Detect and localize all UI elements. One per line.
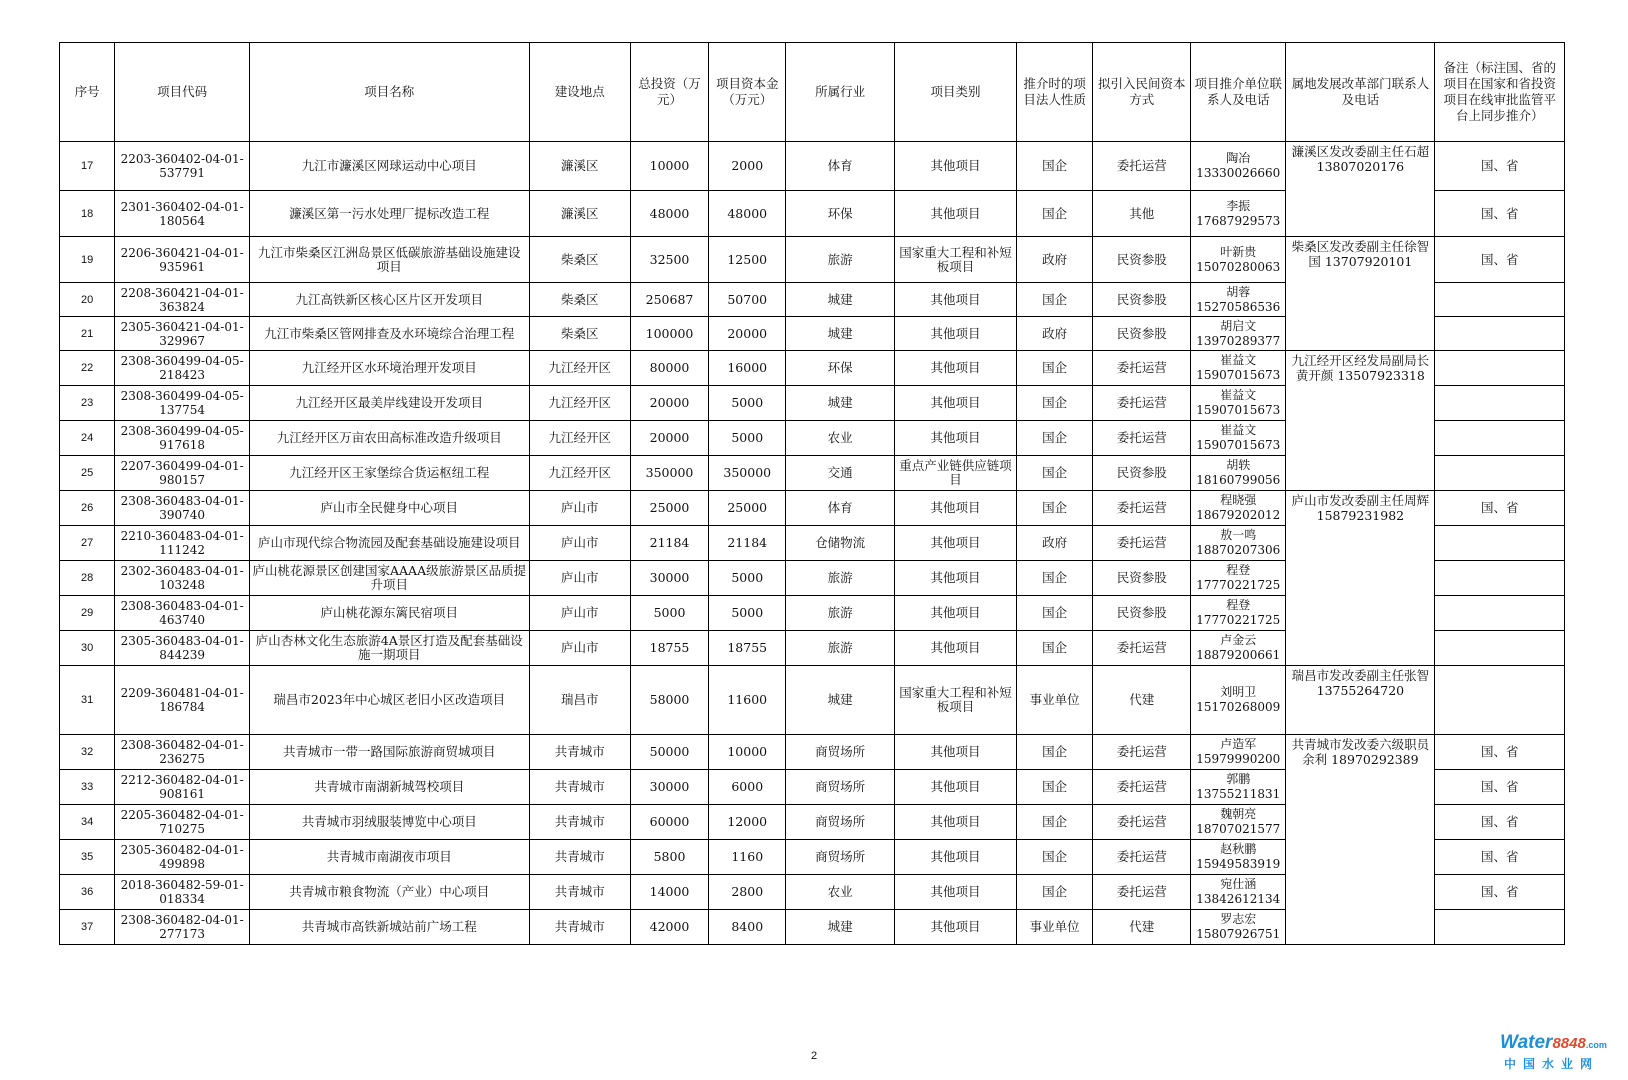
cell-project-code: 2207-360499-04-01-980157	[115, 456, 250, 491]
cell-project-code: 2205-360482-04-01-710275	[115, 805, 250, 840]
cell-project-code: 2302-360483-04-01-103248	[115, 561, 250, 596]
cell-location: 柴桑区	[529, 317, 630, 351]
cell-capital: 21184	[709, 526, 786, 561]
cell-total-investment: 14000	[630, 875, 708, 910]
cell-capital: 5000	[709, 561, 786, 596]
cell-capital-mode: 代建	[1093, 666, 1191, 735]
cell-capital: 5000	[709, 596, 786, 631]
cell-location: 柴桑区	[529, 283, 630, 317]
cell-project-code: 2018-360482-59-01-018334	[115, 875, 250, 910]
cell-capital-mode: 委托运营	[1093, 351, 1191, 386]
cell-location: 共青城市	[529, 805, 630, 840]
cell-remark	[1435, 910, 1565, 945]
cell-project-name: 九江市濂溪区网球运动中心项目	[249, 142, 529, 191]
cell-capital-mode: 民资参股	[1093, 283, 1191, 317]
cell-category: 其他项目	[894, 805, 1016, 840]
cell-capital-mode: 民资参股	[1093, 561, 1191, 596]
cell-capital: 2800	[709, 875, 786, 910]
cell-legal-nature: 政府	[1017, 237, 1093, 283]
header-cell: 建设地点	[529, 43, 630, 142]
table-row	[60, 735, 1565, 770]
cell-capital-mode: 其他	[1093, 191, 1191, 237]
cell-project-code: 2308-360499-04-05-218423	[115, 351, 250, 386]
cell-location: 庐山市	[529, 526, 630, 561]
cell-category: 其他项目	[894, 770, 1016, 805]
cell-location: 共青城市	[529, 910, 630, 945]
cell-legal-nature: 国企	[1017, 456, 1093, 491]
cell-capital-mode: 委托运营	[1093, 840, 1191, 875]
watermark-brand	[1500, 1032, 1620, 1056]
cell-location: 九江经开区	[529, 351, 630, 386]
cell-capital-mode: 委托运营	[1093, 491, 1191, 526]
cell-remark	[1435, 386, 1565, 421]
cell-capital: 10000	[709, 735, 786, 770]
cell-legal-nature: 国企	[1017, 770, 1093, 805]
table-row	[60, 491, 1565, 526]
cell-remark	[1435, 351, 1565, 386]
cell-industry: 交通	[786, 456, 895, 491]
cell-industry: 体育	[786, 491, 895, 526]
cell-project-name: 九江高铁新区核心区片区开发项目	[249, 283, 529, 317]
cell-legal-nature: 政府	[1017, 317, 1093, 351]
cell-total-investment: 25000	[630, 491, 708, 526]
cell-total-investment: 21184	[630, 526, 708, 561]
cell-total-investment: 18755	[630, 631, 708, 666]
cell-industry: 体育	[786, 142, 895, 191]
cell-capital: 5000	[709, 386, 786, 421]
cell-industry: 商贸场所	[786, 735, 895, 770]
cell-category: 其他项目	[894, 735, 1016, 770]
header-cell: 项目资本金（万元）	[709, 43, 786, 142]
cell-project-name: 共青城市羽绒服装博览中心项目	[249, 805, 529, 840]
cell-contact: 赵秋鹏 15949583919	[1191, 840, 1286, 875]
cell-industry: 环保	[786, 351, 895, 386]
cell-project-name: 九江经开区王家堡综合货运枢纽工程	[249, 456, 529, 491]
cell-contact: 崔益文 15907015673	[1191, 421, 1286, 456]
cell-industry: 环保	[786, 191, 895, 237]
cell-remark: 国、省	[1435, 735, 1565, 770]
watermark-cn: 中国水业网	[1504, 1057, 1600, 1071]
watermark-word: Water	[1500, 1032, 1553, 1053]
header-cell: 项目类别	[894, 43, 1016, 142]
cell-contact: 程晓强 18679202012	[1191, 491, 1286, 526]
cell-seq: 33	[60, 770, 115, 805]
cell-project-code: 2206-360421-04-01-935961	[115, 237, 250, 283]
cell-project-name: 濂溪区第一污水处理厂提标改造工程	[249, 191, 529, 237]
cell-remark: 国、省	[1435, 770, 1565, 805]
cell-project-code: 2308-360482-04-01-236275	[115, 735, 250, 770]
header-cell: 属地发展改革部门联系人及电话	[1286, 43, 1435, 142]
cell-legal-nature: 事业单位	[1017, 910, 1093, 945]
cell-remark	[1435, 456, 1565, 491]
cell-seq: 26	[60, 491, 115, 526]
cell-remark: 国、省	[1435, 875, 1565, 910]
cell-contact: 卢造军 15979990200	[1191, 735, 1286, 770]
cell-contact: 胡蓉 15270586536	[1191, 283, 1286, 317]
header-cell: 项目代码	[115, 43, 250, 142]
cell-contact: 崔益文 15907015673	[1191, 386, 1286, 421]
cell-capital-mode: 委托运营	[1093, 631, 1191, 666]
cell-category: 其他项目	[894, 317, 1016, 351]
cell-project-name: 共青城市一带一路国际旅游商贸城项目	[249, 735, 529, 770]
cell-legal-nature: 国企	[1017, 191, 1093, 237]
cell-category: 其他项目	[894, 283, 1016, 317]
cell-legal-nature: 政府	[1017, 526, 1093, 561]
cell-remark	[1435, 421, 1565, 456]
cell-category: 国家重大工程和补短板项目	[894, 666, 1016, 735]
cell-location: 共青城市	[529, 840, 630, 875]
cell-capital-mode: 民资参股	[1093, 317, 1191, 351]
cell-seq: 24	[60, 421, 115, 456]
cell-contact: 敖一鸣 18870207306	[1191, 526, 1286, 561]
watermark-logo	[1500, 1032, 1620, 1076]
cell-department-contact: 柴桑区发改委副主任徐智国 13707920101	[1286, 237, 1435, 351]
cell-seq: 22	[60, 351, 115, 386]
cell-legal-nature: 国企	[1017, 561, 1093, 596]
cell-category: 其他项目	[894, 491, 1016, 526]
cell-industry: 城建	[786, 666, 895, 735]
cell-category: 其他项目	[894, 191, 1016, 237]
header-cell: 项目名称	[249, 43, 529, 142]
cell-location: 共青城市	[529, 875, 630, 910]
header-cell: 所属行业	[786, 43, 895, 142]
cell-legal-nature: 国企	[1017, 875, 1093, 910]
cell-capital-mode: 委托运营	[1093, 386, 1191, 421]
cell-total-investment: 58000	[630, 666, 708, 735]
cell-legal-nature: 国企	[1017, 735, 1093, 770]
cell-industry: 城建	[786, 317, 895, 351]
cell-department-contact: 共青城市发改委六级职员余利 18970292389	[1286, 735, 1435, 945]
cell-project-name: 庐山市现代综合物流园及配套基础设施建设项目	[249, 526, 529, 561]
cell-legal-nature: 国企	[1017, 596, 1093, 631]
cell-seq: 19	[60, 237, 115, 283]
cell-category: 其他项目	[894, 840, 1016, 875]
cell-contact: 叶新贵 15070280063	[1191, 237, 1286, 283]
cell-capital-mode: 委托运营	[1093, 526, 1191, 561]
cell-project-name: 庐山市全民健身中心项目	[249, 491, 529, 526]
cell-project-name: 共青城市南湖新城驾校项目	[249, 770, 529, 805]
cell-department-contact: 九江经开区经发局副局长黄开颜 13507923318	[1286, 351, 1435, 491]
cell-seq: 30	[60, 631, 115, 666]
cell-remark	[1435, 561, 1565, 596]
cell-industry: 农业	[786, 421, 895, 456]
cell-remark: 国、省	[1435, 191, 1565, 237]
cell-industry: 城建	[786, 910, 895, 945]
cell-capital-mode: 委托运营	[1093, 805, 1191, 840]
cell-total-investment: 80000	[630, 351, 708, 386]
cell-location: 共青城市	[529, 735, 630, 770]
cell-remark: 国、省	[1435, 237, 1565, 283]
cell-industry: 城建	[786, 283, 895, 317]
cell-project-name: 共青城市高铁新城站前广场工程	[249, 910, 529, 945]
cell-total-investment: 350000	[630, 456, 708, 491]
cell-category: 其他项目	[894, 910, 1016, 945]
cell-capital-mode: 委托运营	[1093, 735, 1191, 770]
cell-capital-mode: 委托运营	[1093, 421, 1191, 456]
cell-department-contact: 濂溪区发改委副主任石超 13807020176	[1286, 142, 1435, 237]
cell-seq: 36	[60, 875, 115, 910]
cell-industry: 旅游	[786, 631, 895, 666]
cell-capital: 8400	[709, 910, 786, 945]
cell-seq: 28	[60, 561, 115, 596]
header-cell: 推介时的项目法人性质	[1017, 43, 1093, 142]
cell-remark	[1435, 283, 1565, 317]
cell-project-code: 2308-360499-04-05-917618	[115, 421, 250, 456]
cell-location: 柴桑区	[529, 237, 630, 283]
watermark-number: 8848	[1552, 1035, 1586, 1052]
cell-contact: 胡轶 18160799056	[1191, 456, 1286, 491]
cell-legal-nature: 事业单位	[1017, 666, 1093, 735]
cell-remark: 国、省	[1435, 805, 1565, 840]
cell-project-code: 2308-360482-04-01-277173	[115, 910, 250, 945]
cell-contact: 胡启文 13970289377	[1191, 317, 1286, 351]
cell-contact: 魏朝亮 18707021577	[1191, 805, 1286, 840]
cell-capital: 12500	[709, 237, 786, 283]
cell-project-code: 2208-360421-04-01-363824	[115, 283, 250, 317]
cell-industry: 商贸场所	[786, 805, 895, 840]
cell-location: 共青城市	[529, 770, 630, 805]
cell-remark	[1435, 631, 1565, 666]
cell-seq: 29	[60, 596, 115, 631]
cell-location: 瑞昌市	[529, 666, 630, 735]
cell-total-investment: 32500	[630, 237, 708, 283]
cell-capital: 48000	[709, 191, 786, 237]
cell-seq: 34	[60, 805, 115, 840]
cell-seq: 25	[60, 456, 115, 491]
cell-project-name: 九江市柴桑区管网排查及水环境综合治理工程	[249, 317, 529, 351]
cell-location: 九江经开区	[529, 456, 630, 491]
cell-department-contact: 庐山市发改委副主任周辉 15879231982	[1286, 491, 1435, 666]
cell-seq: 23	[60, 386, 115, 421]
cell-project-name: 瑞昌市2023年中心城区老旧小区改造项目	[249, 666, 529, 735]
cell-capital: 25000	[709, 491, 786, 526]
cell-legal-nature: 国企	[1017, 631, 1093, 666]
cell-department-contact: 瑞昌市发改委副主任张智 13755264720	[1286, 666, 1435, 735]
page-number: 2	[810, 1050, 818, 1062]
cell-capital: 12000	[709, 805, 786, 840]
cell-contact: 陶冶 13330026660	[1191, 142, 1286, 191]
cell-location: 庐山市	[529, 561, 630, 596]
table-row	[60, 666, 1565, 735]
table-row	[60, 237, 1565, 283]
cell-location: 庐山市	[529, 491, 630, 526]
cell-legal-nature: 国企	[1017, 840, 1093, 875]
cell-capital-mode: 代建	[1093, 910, 1191, 945]
cell-location: 濂溪区	[529, 142, 630, 191]
cell-capital: 11600	[709, 666, 786, 735]
cell-capital-mode: 委托运营	[1093, 770, 1191, 805]
cell-total-investment: 42000	[630, 910, 708, 945]
cell-total-investment: 20000	[630, 386, 708, 421]
cell-legal-nature: 国企	[1017, 805, 1093, 840]
cell-remark	[1435, 666, 1565, 735]
cell-total-investment: 30000	[630, 770, 708, 805]
table-row	[60, 351, 1565, 386]
cell-legal-nature: 国企	[1017, 491, 1093, 526]
cell-project-name: 庐山桃花源景区创建国家AAAA级旅游景区品质提升项目	[249, 561, 529, 596]
cell-project-code: 2308-360499-04-05-137754	[115, 386, 250, 421]
cell-project-code: 2212-360482-04-01-908161	[115, 770, 250, 805]
header-cell: 序号	[60, 43, 115, 142]
cell-remark: 国、省	[1435, 142, 1565, 191]
cell-capital: 2000	[709, 142, 786, 191]
cell-capital: 350000	[709, 456, 786, 491]
cell-capital-mode: 委托运营	[1093, 142, 1191, 191]
cell-contact: 程登 17770221725	[1191, 596, 1286, 631]
cell-project-name: 九江经开区万亩农田高标准改造升级项目	[249, 421, 529, 456]
cell-category: 其他项目	[894, 421, 1016, 456]
cell-capital-mode: 民资参股	[1093, 456, 1191, 491]
cell-total-investment: 20000	[630, 421, 708, 456]
cell-location: 九江经开区	[529, 421, 630, 456]
cell-industry: 农业	[786, 875, 895, 910]
cell-category: 重点产业链供应链项目	[894, 456, 1016, 491]
cell-industry: 旅游	[786, 237, 895, 283]
cell-total-investment: 10000	[630, 142, 708, 191]
cell-category: 其他项目	[894, 561, 1016, 596]
cell-total-investment: 5800	[630, 840, 708, 875]
cell-project-code: 2305-360483-04-01-844239	[115, 631, 250, 666]
cell-legal-nature: 国企	[1017, 142, 1093, 191]
cell-seq: 32	[60, 735, 115, 770]
cell-contact: 郭鹏 13755211831	[1191, 770, 1286, 805]
cell-project-name: 九江市柴桑区江洲岛景区低碳旅游基础设施建设项目	[249, 237, 529, 283]
cell-category: 其他项目	[894, 386, 1016, 421]
cell-contact: 程登 17770221725	[1191, 561, 1286, 596]
cell-seq: 20	[60, 283, 115, 317]
cell-project-code: 2203-360402-04-01-537791	[115, 142, 250, 191]
cell-industry: 仓储物流	[786, 526, 895, 561]
cell-capital-mode: 民资参股	[1093, 596, 1191, 631]
cell-contact: 罗志宏 15807926751	[1191, 910, 1286, 945]
cell-seq: 21	[60, 317, 115, 351]
cell-category: 其他项目	[894, 351, 1016, 386]
cell-industry: 旅游	[786, 596, 895, 631]
cell-contact: 李振 17687929573	[1191, 191, 1286, 237]
cell-contact: 卢金云 18879200661	[1191, 631, 1286, 666]
cell-contact: 刘明卫 15170268009	[1191, 666, 1286, 735]
cell-seq: 17	[60, 142, 115, 191]
cell-project-code: 2305-360482-04-01-499898	[115, 840, 250, 875]
cell-remark	[1435, 526, 1565, 561]
cell-remark	[1435, 596, 1565, 631]
cell-capital: 16000	[709, 351, 786, 386]
cell-total-investment: 60000	[630, 805, 708, 840]
cell-category: 其他项目	[894, 142, 1016, 191]
header-cell: 总投资（万元）	[630, 43, 708, 142]
cell-location: 濂溪区	[529, 191, 630, 237]
cell-total-investment: 250687	[630, 283, 708, 317]
cell-industry: 商贸场所	[786, 840, 895, 875]
cell-total-investment: 30000	[630, 561, 708, 596]
cell-location: 庐山市	[529, 631, 630, 666]
cell-industry: 城建	[786, 386, 895, 421]
cell-category: 其他项目	[894, 875, 1016, 910]
cell-category: 其他项目	[894, 596, 1016, 631]
cell-capital: 5000	[709, 421, 786, 456]
cell-project-code: 2209-360481-04-01-186784	[115, 666, 250, 735]
cell-capital: 18755	[709, 631, 786, 666]
cell-project-name: 共青城市粮食物流（产业）中心项目	[249, 875, 529, 910]
cell-legal-nature: 国企	[1017, 351, 1093, 386]
cell-category: 其他项目	[894, 526, 1016, 561]
cell-project-code: 2301-360402-04-01-180564	[115, 191, 250, 237]
project-table	[59, 42, 1565, 945]
watermark-domain: .com	[1585, 1040, 1607, 1050]
cell-project-name: 九江经开区水环境治理开发项目	[249, 351, 529, 386]
cell-seq: 35	[60, 840, 115, 875]
cell-project-code: 2308-360483-04-01-390740	[115, 491, 250, 526]
cell-project-code: 2210-360483-04-01-111242	[115, 526, 250, 561]
table-body	[60, 142, 1565, 945]
cell-legal-nature: 国企	[1017, 386, 1093, 421]
cell-capital: 20000	[709, 317, 786, 351]
cell-project-name: 共青城市南湖夜市项目	[249, 840, 529, 875]
cell-remark: 国、省	[1435, 491, 1565, 526]
cell-project-name: 庐山杏林文化生态旅游4A景区打造及配套基础设施一期项目	[249, 631, 529, 666]
cell-contact: 宛仕涵 13842612134	[1191, 875, 1286, 910]
cell-contact: 崔益文 15907015673	[1191, 351, 1286, 386]
table-row	[60, 142, 1565, 191]
header-cell: 拟引入民间资本方式	[1093, 43, 1191, 142]
cell-capital: 6000	[709, 770, 786, 805]
cell-remark: 国、省	[1435, 840, 1565, 875]
cell-legal-nature: 国企	[1017, 283, 1093, 317]
cell-capital: 50700	[709, 283, 786, 317]
cell-seq: 18	[60, 191, 115, 237]
cell-remark	[1435, 317, 1565, 351]
cell-total-investment: 100000	[630, 317, 708, 351]
cell-project-name: 九江经开区最美岸线建设开发项目	[249, 386, 529, 421]
cell-industry: 旅游	[786, 561, 895, 596]
cell-project-name: 庐山桃花源东篱民宿项目	[249, 596, 529, 631]
cell-capital: 1160	[709, 840, 786, 875]
cell-seq: 31	[60, 666, 115, 735]
cell-category: 国家重大工程和补短板项目	[894, 237, 1016, 283]
cell-total-investment: 5000	[630, 596, 708, 631]
cell-capital-mode: 民资参股	[1093, 237, 1191, 283]
cell-category: 其他项目	[894, 631, 1016, 666]
cell-project-code: 2305-360421-04-01-329967	[115, 317, 250, 351]
header-cell: 备注（标注国、省的项目在国家和省投资项目在线审批监管平台上同步推介）	[1435, 43, 1565, 142]
cell-total-investment: 48000	[630, 191, 708, 237]
cell-total-investment: 50000	[630, 735, 708, 770]
cell-legal-nature: 国企	[1017, 421, 1093, 456]
cell-project-code: 2308-360483-04-01-463740	[115, 596, 250, 631]
cell-seq: 37	[60, 910, 115, 945]
header-cell: 项目推介单位联系人及电话	[1191, 43, 1286, 142]
cell-capital-mode: 委托运营	[1093, 875, 1191, 910]
cell-location: 庐山市	[529, 596, 630, 631]
cell-industry: 商贸场所	[786, 770, 895, 805]
header-row	[60, 43, 1565, 142]
cell-seq: 27	[60, 526, 115, 561]
cell-location: 九江经开区	[529, 386, 630, 421]
